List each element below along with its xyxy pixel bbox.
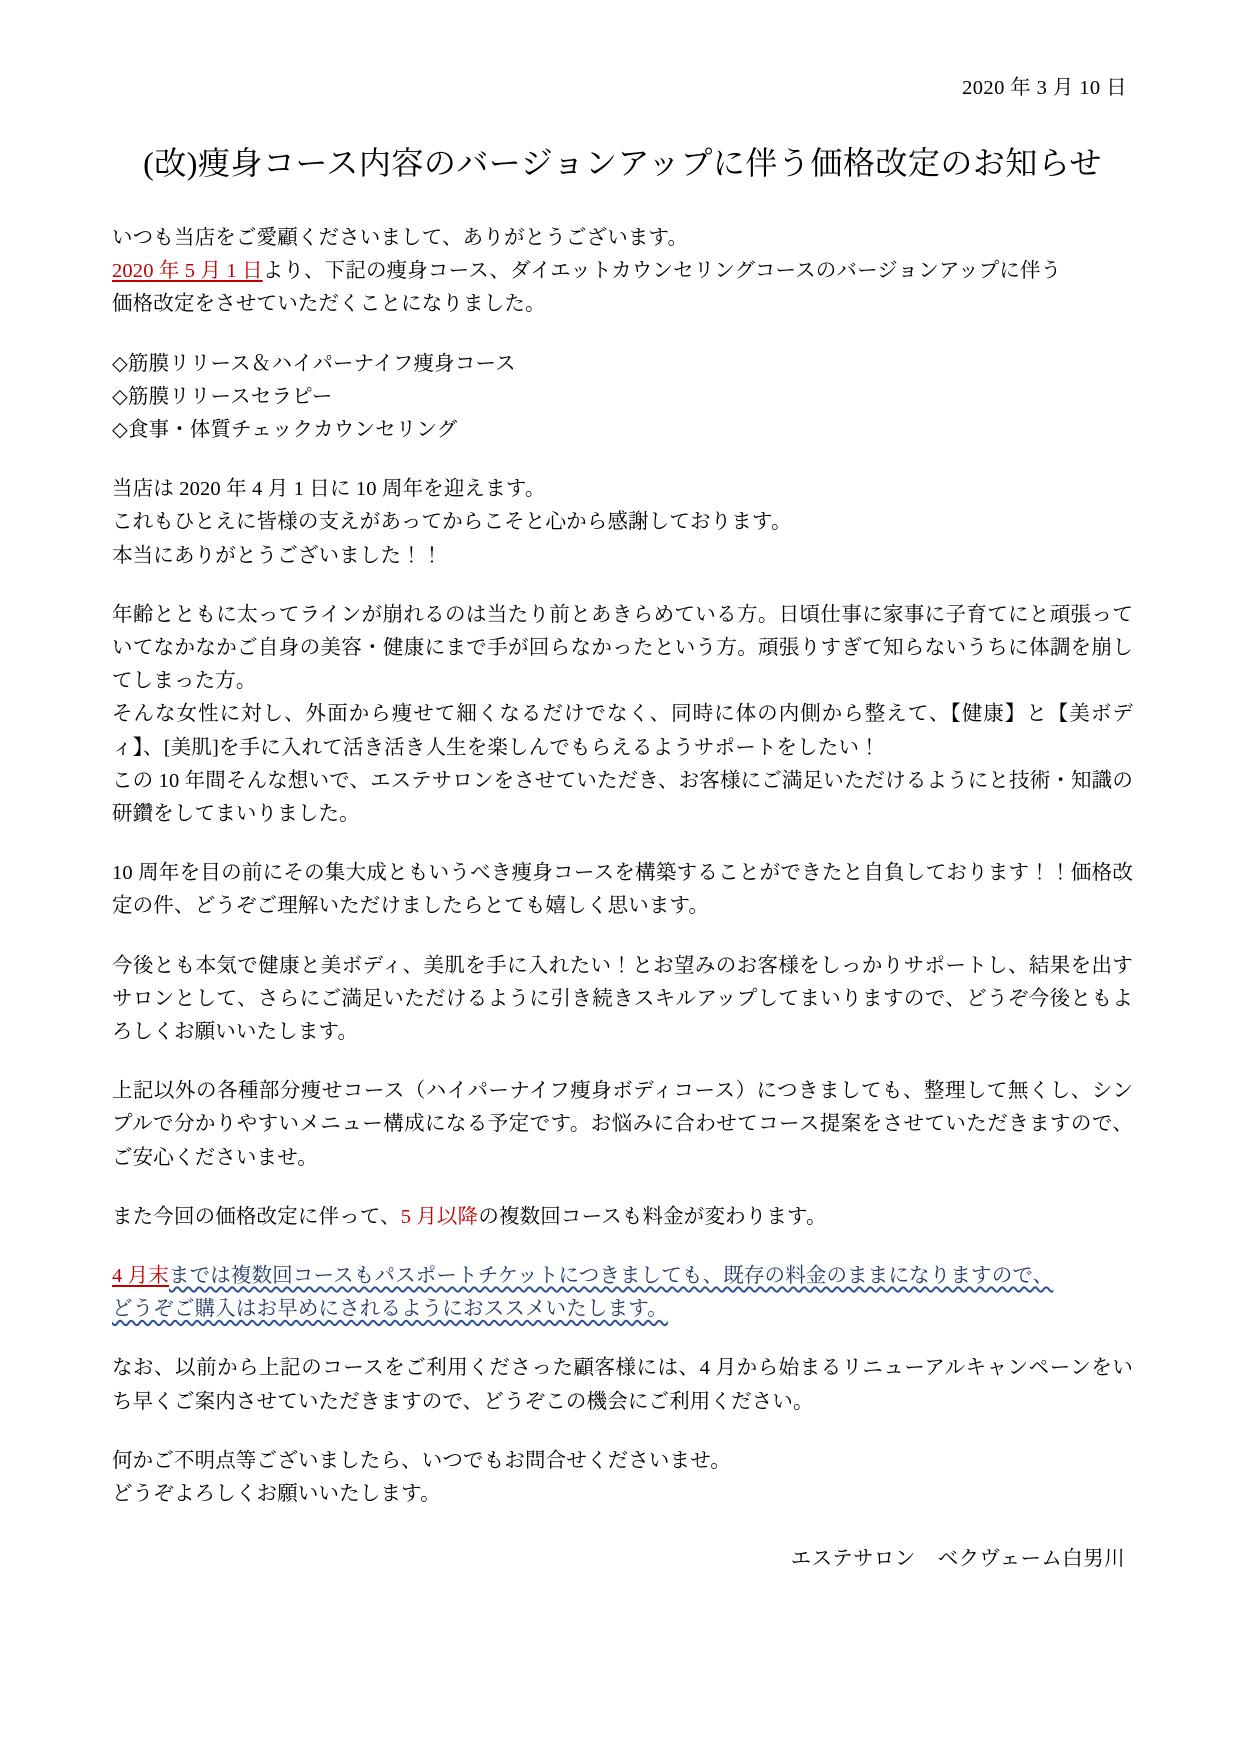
spacer <box>112 1419 1133 1445</box>
intro-line-2 <box>112 255 1133 288</box>
price-notice-prefix: また今回の価格改定に伴って、 <box>112 1205 401 1228</box>
signature-salon: エステサロン <box>790 1548 916 1571</box>
anniversary-paragraph <box>112 473 1133 573</box>
closing-line-2: どうぞよろしくお願いいたします。 <box>112 1483 441 1506</box>
spacer <box>112 924 1133 950</box>
course-list-item: ◇筋膜リリースセラピー <box>112 385 333 408</box>
course-list-item: ◇食事・体質チェックカウンセリング <box>112 419 458 442</box>
intro-paragraph <box>112 222 1133 322</box>
signature <box>112 1541 1133 1571</box>
anniversary-line-3: 本当にありがとうございました！！ <box>112 544 443 567</box>
spacer <box>112 1049 1133 1075</box>
page-title: (改)痩身コース内容のバージョンアップに伴う価格改定のお知らせ <box>143 145 1102 181</box>
anniversary-line-2: これもひとえに皆様の支えがあってからこそと心から感謝しております。 <box>112 511 792 534</box>
price-notice-paragraph <box>112 1201 1133 1234</box>
message-paragraph-5: 今後とも本気で健康と美ボディ、美肌を手に入れたい！とお望みのお客様をしっかりサポートし、結果を出すサロンとして、さらにご満足いただけるように引き続きスキルアップしてまいりますので、どうぞ今後ともよろしくお願いいたします。 <box>112 954 1133 1044</box>
document-date: 2020 年 3 月 10 日 <box>962 77 1127 99</box>
message-paragraph-1: 年齢とともに太ってラインが崩れるのは当たり前とあきらめている方。日頃仕事に家事に子育てにと頑張っていてなかなかご自身の美容・健康にまで手が回らなかったという方。頑張りすぎて知らないうちに体調を崩してしまった方。 <box>112 603 1133 693</box>
intro-line-2-rest: より、下記の痩身コース、ダイエットカウンセリングコースのバージョンアップに伴う <box>262 260 1062 283</box>
deadline-notice-paragraph <box>112 1260 1133 1326</box>
message-paragraph-2: そんな女性に対し、外面から痩せて細くなるだけでなく、同時に体の内側から整えて、【健康】と【美ボディ】、[美肌]を手に入れて活き活き人生を楽しんでもらえるようサポートをしたい！ <box>112 703 1133 759</box>
document-body <box>112 222 1133 1511</box>
closing-paragraph <box>112 1445 1133 1511</box>
spacer <box>112 322 1133 348</box>
message-paragraph-7: なお、以前から上記のコースをご利用くださった顧客様には、4 月から始まるリニューアルキャンペーンをいち早くご案内させていただきますので、どうぞこの機会にご利用ください。 <box>112 1357 1133 1413</box>
intro-line-1: いつも当店をご愛顧くださいまして、ありがとうございます。 <box>112 227 689 249</box>
message-paragraph-3: この 10 年間そんな想いで、エステサロンをさせていただき、お客様にご満足いただけるようにと技術・知識の研鑽をしてまいりました。 <box>112 769 1133 826</box>
effective-date-highlight: 2020 年 5 月 1 日 <box>112 260 263 283</box>
spacer <box>112 831 1133 857</box>
spacer <box>112 1234 1133 1260</box>
spacer <box>112 1326 1133 1352</box>
deadline-highlight: 4 月末 <box>112 1265 169 1288</box>
spacer <box>112 1175 1133 1201</box>
spacer <box>112 573 1133 599</box>
signature-name: ベクヴェーム白男川 <box>937 1548 1125 1571</box>
anniversary-line-1: 当店は 2020 年 4 月 1 日に 10 周年を迎えます。 <box>112 478 546 501</box>
deadline-notice-line-2: どうぞご購入はお早めにされるようにおススメいたします。 <box>112 1298 668 1321</box>
deadline-notice-line-1: までは複数回コースもパスポートチケットにつきましても、既存の料金のままになりますので、 <box>168 1265 1054 1288</box>
message-paragraph-6: 上記以外の各種部分痩せコース（ハイパーナイフ痩身ボディコース）につきましても、整理して無くし、シンプルで分かりやすいメニュー構成になる予定です。お悩みに合わせてコース提案をさせていただきますので、ご安心くださいませ。 <box>112 1080 1133 1169</box>
intro-line-3: 価格改定をさせていただくことになりました。 <box>112 293 546 316</box>
course-list <box>112 348 1133 448</box>
message-paragraph-4: 10 周年を目の前にその集大成ともいうべき痩身コースを構築することができたと自負しております！！価格改定の件、どうぞご理解いただけましたらとても嬉しく思います。 <box>112 862 1133 918</box>
price-notice-suffix: の複数回コースも料金が変わります。 <box>478 1205 827 1228</box>
price-notice-highlight: 5 月以降 <box>400 1205 479 1228</box>
course-list-item: ◇筋膜リリース＆ハイパーナイフ痩身コース <box>112 352 516 375</box>
spacer <box>112 447 1133 473</box>
closing-line-1: 何かご不明点等ございましたら、いつでもお問合せくださいませ。 <box>112 1449 731 1472</box>
